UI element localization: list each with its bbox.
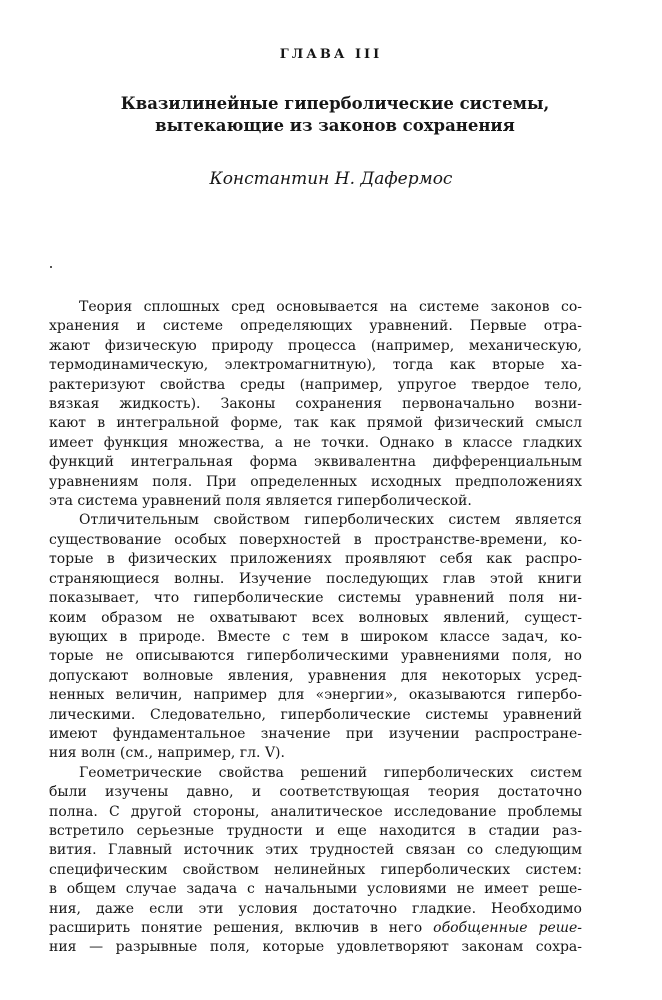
text-line: хранения и системе определяющих уравнений. Первые отра- xyxy=(49,318,582,335)
text-line: допускают волновые явления, уравнения для некоторых усред- xyxy=(49,667,582,684)
text-line: страняющиеся волны. Изучение последующих глав этой книги xyxy=(49,570,582,587)
text-line: термодинамическую, электромагнитную), тогда как вторые ха- xyxy=(49,357,582,374)
paragraph-3 xyxy=(49,764,582,958)
text-line: в общем случае задача с начальными условиями не имеет реше- xyxy=(49,881,582,898)
text-line: Геометрические свойства решений гиперболических систем xyxy=(79,764,582,781)
text-line: показывает, что гиперболические системы уравнений поля ни- xyxy=(49,590,582,607)
chapter-title xyxy=(60,93,610,137)
text-line: рактеризуют свойства среды (например, упругое твердое тело, xyxy=(49,376,582,393)
text-line: кают в интегральной форме, так как прямой физический смысл xyxy=(49,415,582,432)
text-line: эта система уравнений поля является гиперболической. xyxy=(49,493,472,510)
text-line: Теория сплошных сред основывается на системе законов со- xyxy=(79,299,582,315)
text-line: ния — разрывные поля, которые удовлетворяют законам сохра- xyxy=(49,939,582,956)
text-line: функций интегральная форма эквивалентна дифференциальным xyxy=(49,454,582,471)
text-line: Отличительным свойством гиперболических систем является xyxy=(79,512,582,529)
text-line: коим образом не охватывают всех волновых явлений, сущест- xyxy=(49,609,582,626)
text-line: лическими. Следовательно, гиперболические системы уравнений xyxy=(49,706,582,723)
text-line: вязкая жидкость). Законы сохранения первоначально возни- xyxy=(49,396,582,413)
paragraph-1 xyxy=(49,298,582,511)
text-line: торые не описываются гиперболическими уравнениями поля, но xyxy=(49,648,582,665)
text-line: полна. С другой стороны, аналитическое исследование проблемы xyxy=(49,803,582,820)
text-line: встретило серьезные трудности и еще находится в стадии раз- xyxy=(49,822,582,839)
text-fragment: расширить понятие решения, включив в него xyxy=(49,920,434,936)
chapter-title-line-1: Квазилинейные гиперболические системы, xyxy=(120,94,550,113)
text-line: имеет функция множества, а не точки. Однако в классе гладких xyxy=(49,434,582,451)
text-line: ния волн (см., например, гл. V). xyxy=(49,745,285,762)
chapter-title-line-2: вытекающие из законов сохранения xyxy=(155,116,515,135)
chapter-heading: ГЛАВА III xyxy=(279,47,383,62)
body-text xyxy=(49,298,582,958)
author-name: Константин Н. Дафермос xyxy=(209,169,453,189)
text-line: были изучены давно, и соответствующая теория достаточно xyxy=(49,784,582,801)
text-line: ния, даже если эти условия достаточно гладкие. Необходимо xyxy=(49,900,582,917)
text-line xyxy=(49,919,582,938)
text-line: специфическим свойством нелинейных гиперболических систем: xyxy=(49,861,582,878)
print-speck xyxy=(50,266,52,268)
paragraph-2 xyxy=(49,511,582,763)
emphasized-term: обобщенные реше- xyxy=(433,920,583,936)
text-line: торые в физических приложениях проявляют себя как распро- xyxy=(49,551,582,568)
text-line: вующих в природе. Вместе с тем в широком классе задач, ко- xyxy=(49,628,582,645)
text-line: жают физическую природу процесса (например, механическую, xyxy=(49,337,582,354)
text-line: ненных величин, например для «энергии», оказываются гипербо- xyxy=(49,687,582,704)
text-line: вития. Главный источник этих трудностей связан со следующим xyxy=(49,842,582,859)
text-line: существование особых поверхностей в пространстве-времени, ко- xyxy=(49,531,582,548)
text-line: имеют фундаментальное значение при изучении распростране- xyxy=(49,725,582,742)
text-line: уравнениям поля. При определенных исходных предположениях xyxy=(49,473,582,490)
